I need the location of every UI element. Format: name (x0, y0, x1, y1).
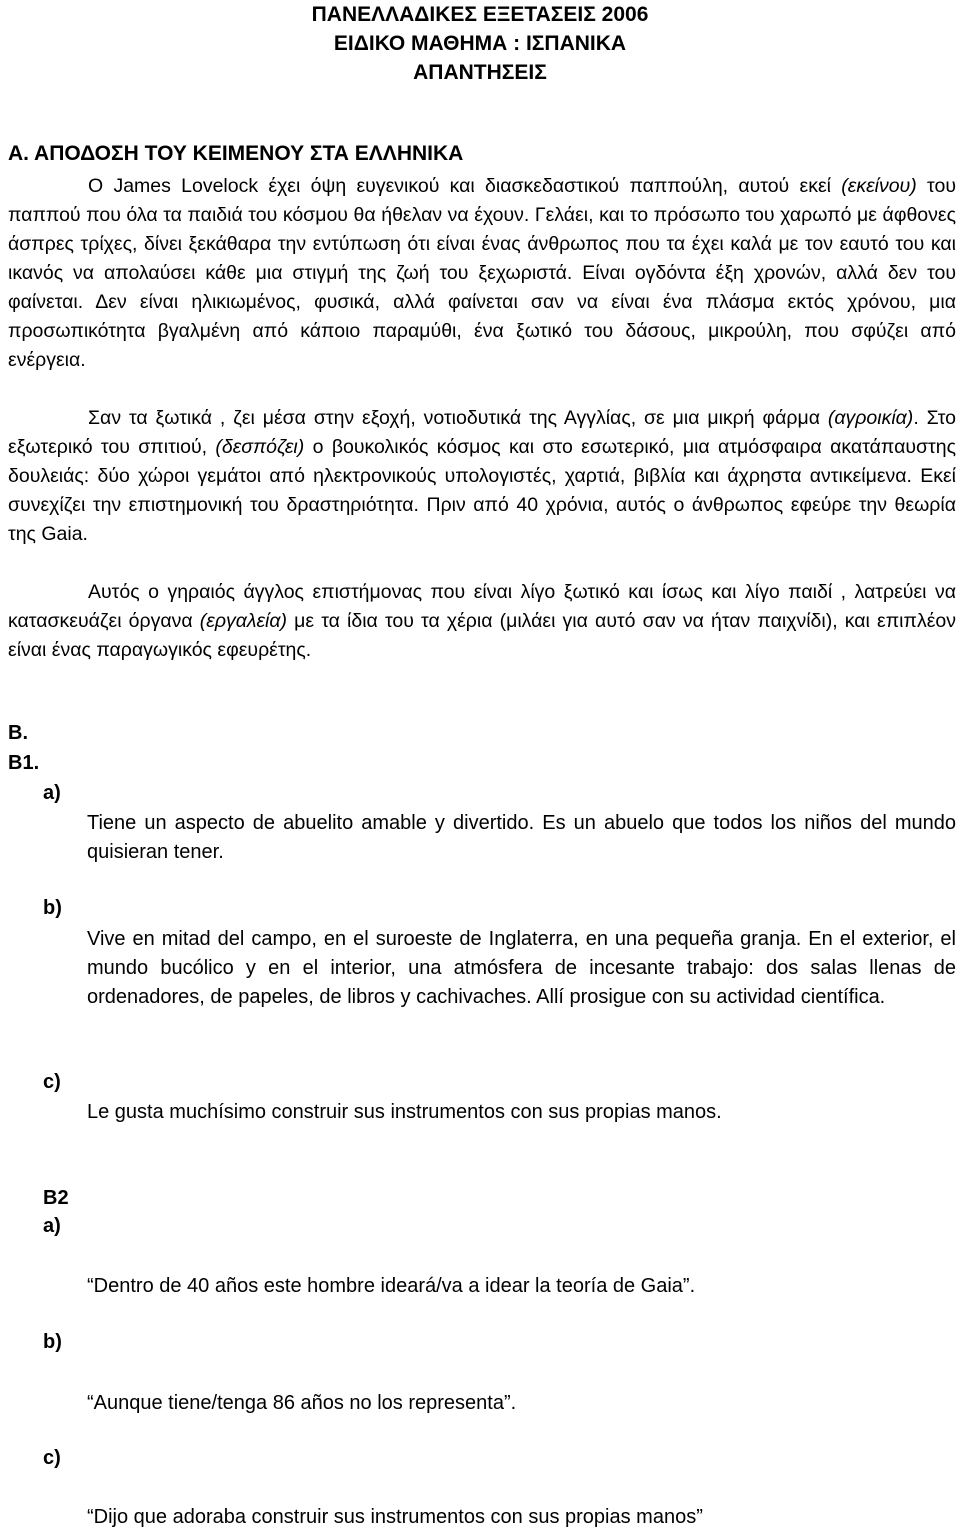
b2-a-label: a) (43, 1215, 61, 1237)
section-b-title: Β. (8, 722, 28, 744)
section-b2-title: Β2 (43, 1187, 69, 1209)
b1-a-label: a) (43, 782, 61, 804)
document-header (0, 0, 960, 87)
b2-c-label: c) (43, 1447, 61, 1469)
paragraph-3-italic-1: (εργαλεία) (199, 610, 287, 632)
b1-c-answer: Le gusta muchísimo construir sus instrumentos con sus propias manos. (87, 1101, 722, 1123)
section-b1-title: Β1. (8, 752, 40, 774)
header-answers: ΑΠΑΝΤΗΣΕΙΣ (413, 61, 547, 84)
section-a-paragraph-3 (8, 578, 956, 665)
paragraph-3-text-2: με τα ίδια του τα χέρια (μιλάει για αυτό σαν να ήταν παιχνίδι), και επιπλέον είναι ένας παραγωγικός εφευρέτης. (8, 610, 956, 661)
b2-b-answer: “Aunque tiene/tenga 86 años no los representa”. (87, 1392, 517, 1414)
b2-a-answer: “Dentro de 40 años este hombre ideará/va a idear la teoría de Gaia”. (87, 1275, 696, 1297)
paragraph-2-italic-1: (αγροικία) (827, 407, 914, 429)
paragraph-3-text-1: Αυτός ο γηραιός άγγλος επιστήμονας που είναι λίγο ξωτικό και ίσως και λίγο παιδί , λατρεύει να κατασκευάζει όργανα (8, 581, 956, 632)
paragraph-1-text-2: του παππού που όλα τα παιδιά του κόσμου θα ήθελαν να έχουν. Γελάει, και το πρόσωπο του χαρωπό με άφθονες άσπρες τρίχες, δίνει ξεκάθαρα την εντύπωση ότι είναι ένας άνθρωπος που τα έχει καλά με τον εαυτό του και ικανός να απολαύσει κάθε μια στιγμή της ζωή του ξεχωριστά. Είναι ογδόντα έξη χρονών, αλλά δεν του φαίνεται. Δεν είναι ηλικιωμένος, φυσικά, αλλά φαίνεται σαν να είναι ένα πλάσμα εκτός χρόνου, μια προσωπικότητα βγαλμένη από κάποιο παραμύθι, ένα ξωτικό του δάσους, μικρούλη, που σφύζει από ενέργεια. (8, 175, 956, 371)
b2-b-label: b) (43, 1331, 62, 1353)
section-a-title: Α. ΑΠΟΔΟΣΗ ΤΟΥ ΚΕΙΜΕΝΟΥ ΣΤΑ ΕΛΛΗΝΙΚΑ (8, 142, 464, 165)
b1-b-answer: Vive en mitad del campo, en el suroeste de Inglaterra, en una pequeña granja. En el exterior, el mundo bucólico y en el interior, una atmósfera de incesante trabajo: dos salas llenas de ordenadores, de papeles, de libros y cachivaches. Allí prosigue con su actividad científica. (87, 928, 956, 1008)
b1-c-label: c) (43, 1071, 61, 1093)
paragraph-2-italic-2: (δεσπόζει) (215, 436, 305, 458)
b2-c-answer: “Dijo que adoraba construir sus instrumentos con sus propias manos” (87, 1506, 703, 1528)
paragraph-1-text-1: Ο James Lovelock έχει όψη ευγενικού και διασκεδαστικού παππούλη, αυτού εκεί (88, 175, 842, 197)
b1-a-answer: Tiene un aspecto de abuelito amable y divertido. Es un abuelo que todos los niños del mundo quisieran tener. (87, 812, 956, 863)
header-exam-title: ΠΑΝΕΛΛΑΔΙΚΕΣ ΕΞΕΤΑΣΕΙΣ 2006 (311, 3, 649, 26)
b1-b-label: b) (43, 897, 62, 919)
paragraph-2-text-2: . Στο εξωτερικό του σπιτιού, (8, 407, 957, 458)
section-a-paragraph-2 (8, 404, 956, 549)
paragraph-2-text-1: Σαν τα ξωτικά , ζει μέσα στην εξοχή, νοτιοδυτικά της Αγγλίας, σε μια μικρή φάρμα (88, 407, 828, 429)
paragraph-1-italic-1: (εκείνου) (841, 175, 917, 197)
header-subject: ΕΙΔΙΚΟ ΜΑΘΗΜΑ : ΙΣΠΑΝΙΚΑ (333, 32, 627, 55)
paragraph-2-text-3: ο βουκολικός κόσμος και στο εσωτερικό, μια ατμόσφαιρα ακατάπαυστης δουλειάς: δύο χώροι γεμάτοι από ηλεκτρονικούς υπολογιστές, χαρτιά, βιβλία και άχρηστα αντικείμενα. Εκεί συνεχίζει την επιστημονική του δραστηριότητα. Πριν από 40 χρόνια, αυτός ο άνθρωπος εφεύρε την θεωρία της Gaia. (8, 436, 956, 545)
section-a-paragraph-1 (8, 172, 956, 375)
